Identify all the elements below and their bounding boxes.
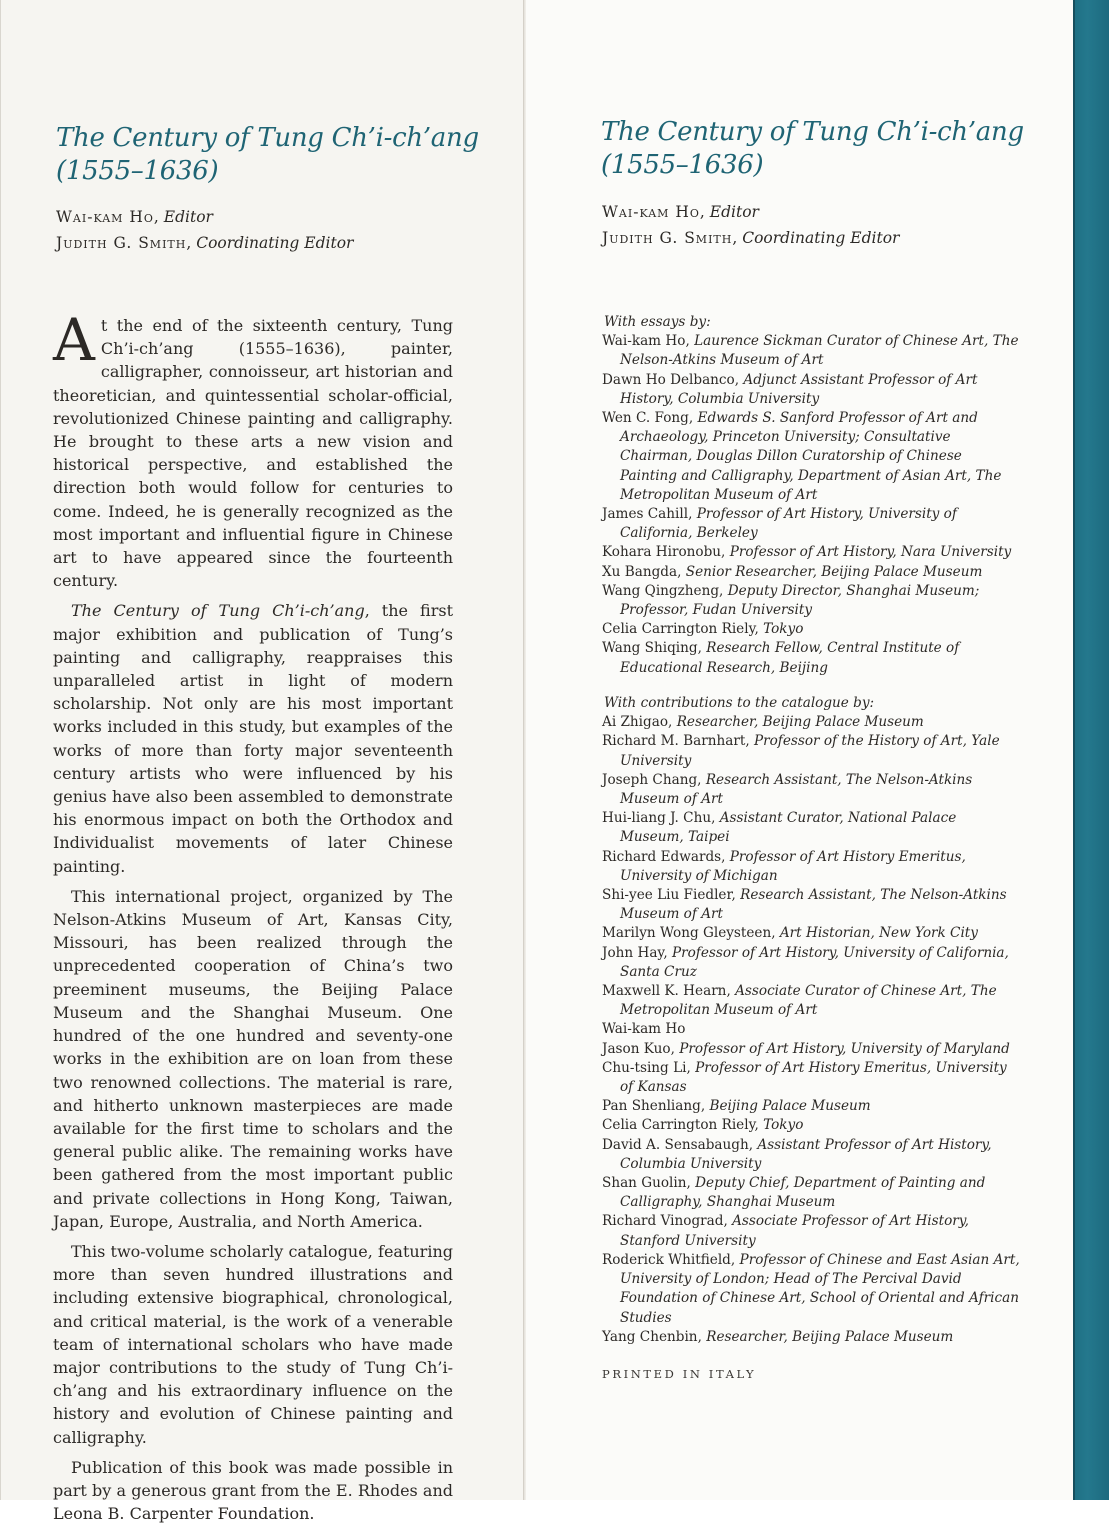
credit-name: Pan Shenliang [602, 1098, 701, 1115]
left-title [56, 122, 479, 188]
credit-name: James Cahill [602, 506, 689, 523]
credit-entry: Xu Bangda, Senior Researcher, Beijing Palace Museum [602, 563, 983, 580]
credit-entry: Joseph Chang, Research Assistant, The Nelson-Atkins Museum of Art [602, 771, 973, 808]
blurb-paragraph-2 [53, 599, 453, 877]
book-title-italic: The Century of Tung Ch’i-ch’ang [71, 601, 365, 621]
credit-name: Dawn Ho Delbanco [602, 371, 735, 388]
credit-name: Chu-tsing Li [602, 1059, 687, 1076]
blurb-p2-text: , the first major exhibition and publication of Tung’s painting and calligraphy, reappraises this unparalleled artist in light of modern scholarship. Not only are his most important works included in this study, but examples of the works of more than forty major seventeenth century artists who were influenced by his genius have also been assembled to demonstrate his enormous impact on both the Orthodox and Individualist movements of later Chinese painting. [53, 601, 453, 876]
credit-name: Celia Carrington Riely [602, 621, 755, 638]
credit-name: Wai-kam Ho [602, 1021, 686, 1038]
credit-entry: Shan Guolin, Deputy Chief, Department of Painting and Calligraphy, Shanghai Museum [602, 1175, 986, 1211]
credit-name: Richard M. Barnhart [602, 733, 746, 750]
contributors-entries [602, 713, 1022, 1347]
credit-entry: Wang Qingzheng, Deputy Director, Shanghai Museum; Professor, Fudan University [602, 582, 980, 619]
blurb-paragraph-5: Publication of this book was made possible in part by a generous grant from the E. Rhodes and Leona B. Carpenter Foundation. [53, 1457, 453, 1524]
credit-name: Richard Edwards [602, 848, 722, 865]
credit-entry: Shi-yee Liu Fiedler, Research Assistant, The Nelson-Atkins Museum of Art [602, 887, 1007, 923]
credit-role: Professor of the History of Art, Yale University [620, 733, 1000, 769]
credit-role: Research Assistant, The Nelson-Atkins Museum of Art [620, 887, 1007, 923]
left-title-line2: (1555–1636) [56, 156, 219, 186]
drop-cap: A [53, 306, 95, 374]
credit-name: Hui-liang J. Chu [602, 810, 712, 827]
credit-name: Wen C. Fong [602, 410, 689, 427]
left-editors [56, 204, 353, 256]
credit-entry: John Hay, Professor of Art History, University of California, Santa Cruz [602, 944, 1009, 980]
editor-line: Wai-kam Ho, Editor [56, 208, 213, 226]
credit-role: Tokyo [763, 1117, 804, 1134]
credit-role: Professor of Art History, University of Maryland [679, 1040, 1010, 1057]
credit-name: Wang Qingzheng [602, 582, 720, 599]
credit-entry: James Cahill, Professor of Art History, University of California, Berkeley [602, 506, 957, 542]
credit-name: Ai Zhigao [602, 714, 669, 731]
credit-role: Professor of Art History Emeritus, University of Kansas [620, 1059, 1007, 1096]
credit-entry: Roderick Whitfield, Professor of Chinese and East Asian Art, University of London; Head of The Percival David Foundation of Chinese Art, School of Oriental and African Studies [602, 1251, 1020, 1326]
credit-entry: Yang Chenbin, Researcher, Beijing Palace Museum [602, 1328, 954, 1345]
blurb-paragraph-3: This international project, organized by The Nelson-Atkins Museum of Art, Kansas City, Missouri, has been realized through the unprecedented cooperation of China’s two preeminent museums, the Beijing Palace Museum and the Shanghai Museum. One hundred of the one hundred and seventy-one works in the exhibition are on loan from these two renowned collections. The material is rare, and hitherto unknown masterpieces are made available for the first time to scholars and the general public alike. The remaining works have been gathered from the most important public and private collections in Hong Kong, Taiwan, Japan, Europe, Australia, and North America. [53, 886, 453, 1231]
credit-name: Wang Shiqing [602, 640, 698, 657]
credit-entry: Richard Edwards, Professor of Art History Emeritus, University of Michigan [602, 848, 966, 884]
credit-entry: Wen C. Fong, Edwards S. Sanford Professor of Art and Archaeology, Princeton University; Consultative Chairman, Douglas Dillon Curatorship of Chinese Painting and Calligraphy, Department of Asian Art, The Metropolitan Museum of Art [602, 410, 1002, 503]
credit-role: Associate Curator of Chinese Art, The Metropolitan Museum of Art [620, 983, 997, 1019]
blurb-paragraph-4: This two-volume scholarly catalogue, featuring more than seven hundred illustrations and including extensive biographical, chronological, and critical material, is the work of a venerable team of international scholars who have made major contributions to the study of Tung Ch’i-ch’ang and his extraordinary influence on the history and evolution of Chinese painting and calligraphy. [53, 1241, 453, 1447]
credit-entry: Richard M. Barnhart, Professor of the History of Art, Yale University [602, 733, 1000, 769]
credit-entry: Celia Carrington Riely, Tokyo [602, 1117, 804, 1134]
editor-role: Editor [163, 208, 213, 226]
credit-role: Art Historian, New York City [779, 925, 978, 942]
right-title-line2: (1555–1636) [601, 150, 764, 180]
credit-role: Beijing Palace Museum [709, 1098, 871, 1115]
credit-entry: Celia Carrington Riely, Tokyo [602, 621, 804, 638]
credit-name: Celia Carrington Riely [602, 1117, 755, 1134]
printed-in-italy: PRINTED IN ITALY [602, 1367, 757, 1381]
contributors-list [602, 694, 1022, 1347]
credit-entry: Pan Shenliang, Beijing Palace Museum [602, 1098, 871, 1115]
credit-role: Adjunct Assistant Professor of Art History, Columbia University [620, 371, 978, 407]
credit-entry: Wang Shiqing, Research Fellow, Central Institute of Educational Research, Beijing [602, 640, 960, 676]
editor-role: Coordinating Editor [742, 229, 900, 247]
editor-name: Wai-kam Ho [56, 208, 154, 226]
right-title-line1: The Century of Tung Ch’i-ch’ang [601, 117, 1024, 147]
essays-entries [602, 332, 1022, 678]
credit-role: Researcher, Beijing Palace Museum [676, 714, 924, 731]
credit-entry: David A. Sensabaugh, Assistant Professor of Art History, Columbia University [602, 1136, 992, 1172]
credit-role: Tokyo [763, 621, 804, 638]
credit-entry: Jason Kuo, Professor of Art History, University of Maryland [602, 1040, 1010, 1057]
credit-role: Deputy Director, Shanghai Museum; Professor, Fudan University [620, 582, 980, 619]
credit-entry: Wai-kam Ho, Laurence Sickman Curator of Chinese Art, The Nelson-Atkins Museum of Art [602, 333, 1019, 369]
cover-edge-band [1073, 0, 1109, 1500]
credit-entry: Richard Vinograd, Associate Professor of Art History, Stanford University [602, 1213, 969, 1249]
credit-entry: Marilyn Wong Gleysteen, Art Historian, New York City [602, 925, 978, 942]
credit-role: Research Assistant, The Nelson-Atkins Museum of Art [620, 771, 973, 808]
credit-entry: Hui-liang J. Chu, Assistant Curator, National Palace Museum, Taipei [602, 810, 957, 846]
credit-role: Assistant Curator, National Palace Museum, Taipei [620, 810, 957, 846]
credit-role: Professor of Art History, University of California, Santa Cruz [620, 944, 1009, 980]
credit-role: Associate Professor of Art History, Stanford University [620, 1213, 969, 1249]
credit-entry [602, 1020, 1022, 1039]
credit-role: Professor of Art History Emeritus, University of Michigan [620, 848, 966, 884]
credit-role: Laurence Sickman Curator of Chinese Art, The Nelson-Atkins Museum of Art [620, 333, 1019, 369]
credit-name: Shi-yee Liu Fiedler [602, 887, 732, 904]
credit-name: Richard Vinograd [602, 1213, 724, 1230]
editor-role: Editor [709, 203, 759, 221]
credit-name: Shan Guolin [602, 1175, 687, 1192]
right-editors [602, 199, 899, 251]
blurb-paragraph-1 [53, 306, 453, 592]
right-title [601, 116, 1024, 182]
editor-name: Judith G. Smith [602, 229, 733, 247]
credit-name: Roderick Whitfield [602, 1251, 731, 1268]
credit-name: Yang Chenbin [602, 1328, 698, 1345]
credit-name: Joseph Chang [602, 771, 698, 788]
credit-role: Professor of Chinese and East Asian Art, University of London; Head of The Percival David Foundation of Chinese Art, School of Oriental and African Studies [620, 1251, 1020, 1326]
editor-line: Judith G. Smith, Coordinating Editor [602, 229, 900, 247]
credit-name: John Hay [602, 944, 664, 961]
editor-role: Coordinating Editor [196, 234, 354, 252]
credit-role: Deputy Chief, Department of Painting and Calligraphy, Shanghai Museum [620, 1175, 986, 1211]
credit-role: Research Fellow, Central Institute of Educational Research, Beijing [620, 640, 960, 676]
editor-line: Judith G. Smith, Coordinating Editor [56, 234, 354, 252]
credit-entry: Kohara Hironobu, Professor of Art History, Nara University [602, 544, 1012, 561]
credit-name: David A. Sensabaugh [602, 1136, 749, 1153]
left-title-line1: The Century of Tung Ch’i-ch’ang [56, 123, 479, 153]
credit-name: Wai-kam Ho [602, 333, 686, 350]
blurb-p1-text: t the end of the sixteenth century, Tung Ch’i-ch’ang (1555–1636), painter, calligrapher, connoisseur, art historian and theoretician, and quintessential scholar-official, revolutionized Chinese painting and calligraphy. He brought to these arts a new vision and historical perspective, and established the direction both would follow for centuries to come. Indeed, he is generally recognized as the most important and influential figure in Chinese art to have appeared since the fourteenth century. [53, 316, 453, 591]
essays-list [602, 313, 1022, 678]
editor-name: Wai-kam Ho [602, 203, 700, 221]
contributors-heading: With contributions to the catalogue by: [604, 695, 875, 711]
editor-name: Judith G. Smith [56, 234, 187, 252]
credit-role: Edwards S. Sanford Professor of Art and Archaeology, Princeton University; Consultative Chairman, Douglas Dillon Curatorship of Chinese Painting and Calligraphy, Department of Asian Art, The Metropolitan Museum of Art [620, 410, 1002, 503]
essays-heading: With essays by: [604, 314, 711, 330]
credit-role: Researcher, Beijing Palace Museum [706, 1328, 954, 1345]
credit-entry: Ai Zhigao, Researcher, Beijing Palace Museum [602, 714, 924, 731]
credit-name: Kohara Hironobu [602, 544, 722, 561]
credit-entry: Chu-tsing Li, Professor of Art History Emeritus, University of Kansas [602, 1059, 1007, 1096]
credit-name: Xu Bangda [602, 563, 678, 580]
editor-line: Wai-kam Ho, Editor [602, 203, 759, 221]
credit-entry: Dawn Ho Delbanco, Adjunct Assistant Professor of Art History, Columbia University [602, 371, 978, 407]
credit-role: Professor of Art History, Nara University [729, 544, 1012, 561]
credit-role: Professor of Art History, University of California, Berkeley [620, 506, 957, 542]
description-text [53, 306, 453, 1525]
credit-role: Assistant Professor of Art History, Columbia University [620, 1136, 992, 1172]
credit-name: Maxwell K. Hearn [602, 983, 727, 1000]
credit-name: Marilyn Wong Gleysteen [602, 925, 772, 942]
credit-name: Jason Kuo [602, 1040, 671, 1057]
credit-entry: Maxwell K. Hearn, Associate Curator of Chinese Art, The Metropolitan Museum of Art [602, 983, 997, 1019]
credit-role: Senior Researcher, Beijing Palace Museum [685, 563, 983, 580]
